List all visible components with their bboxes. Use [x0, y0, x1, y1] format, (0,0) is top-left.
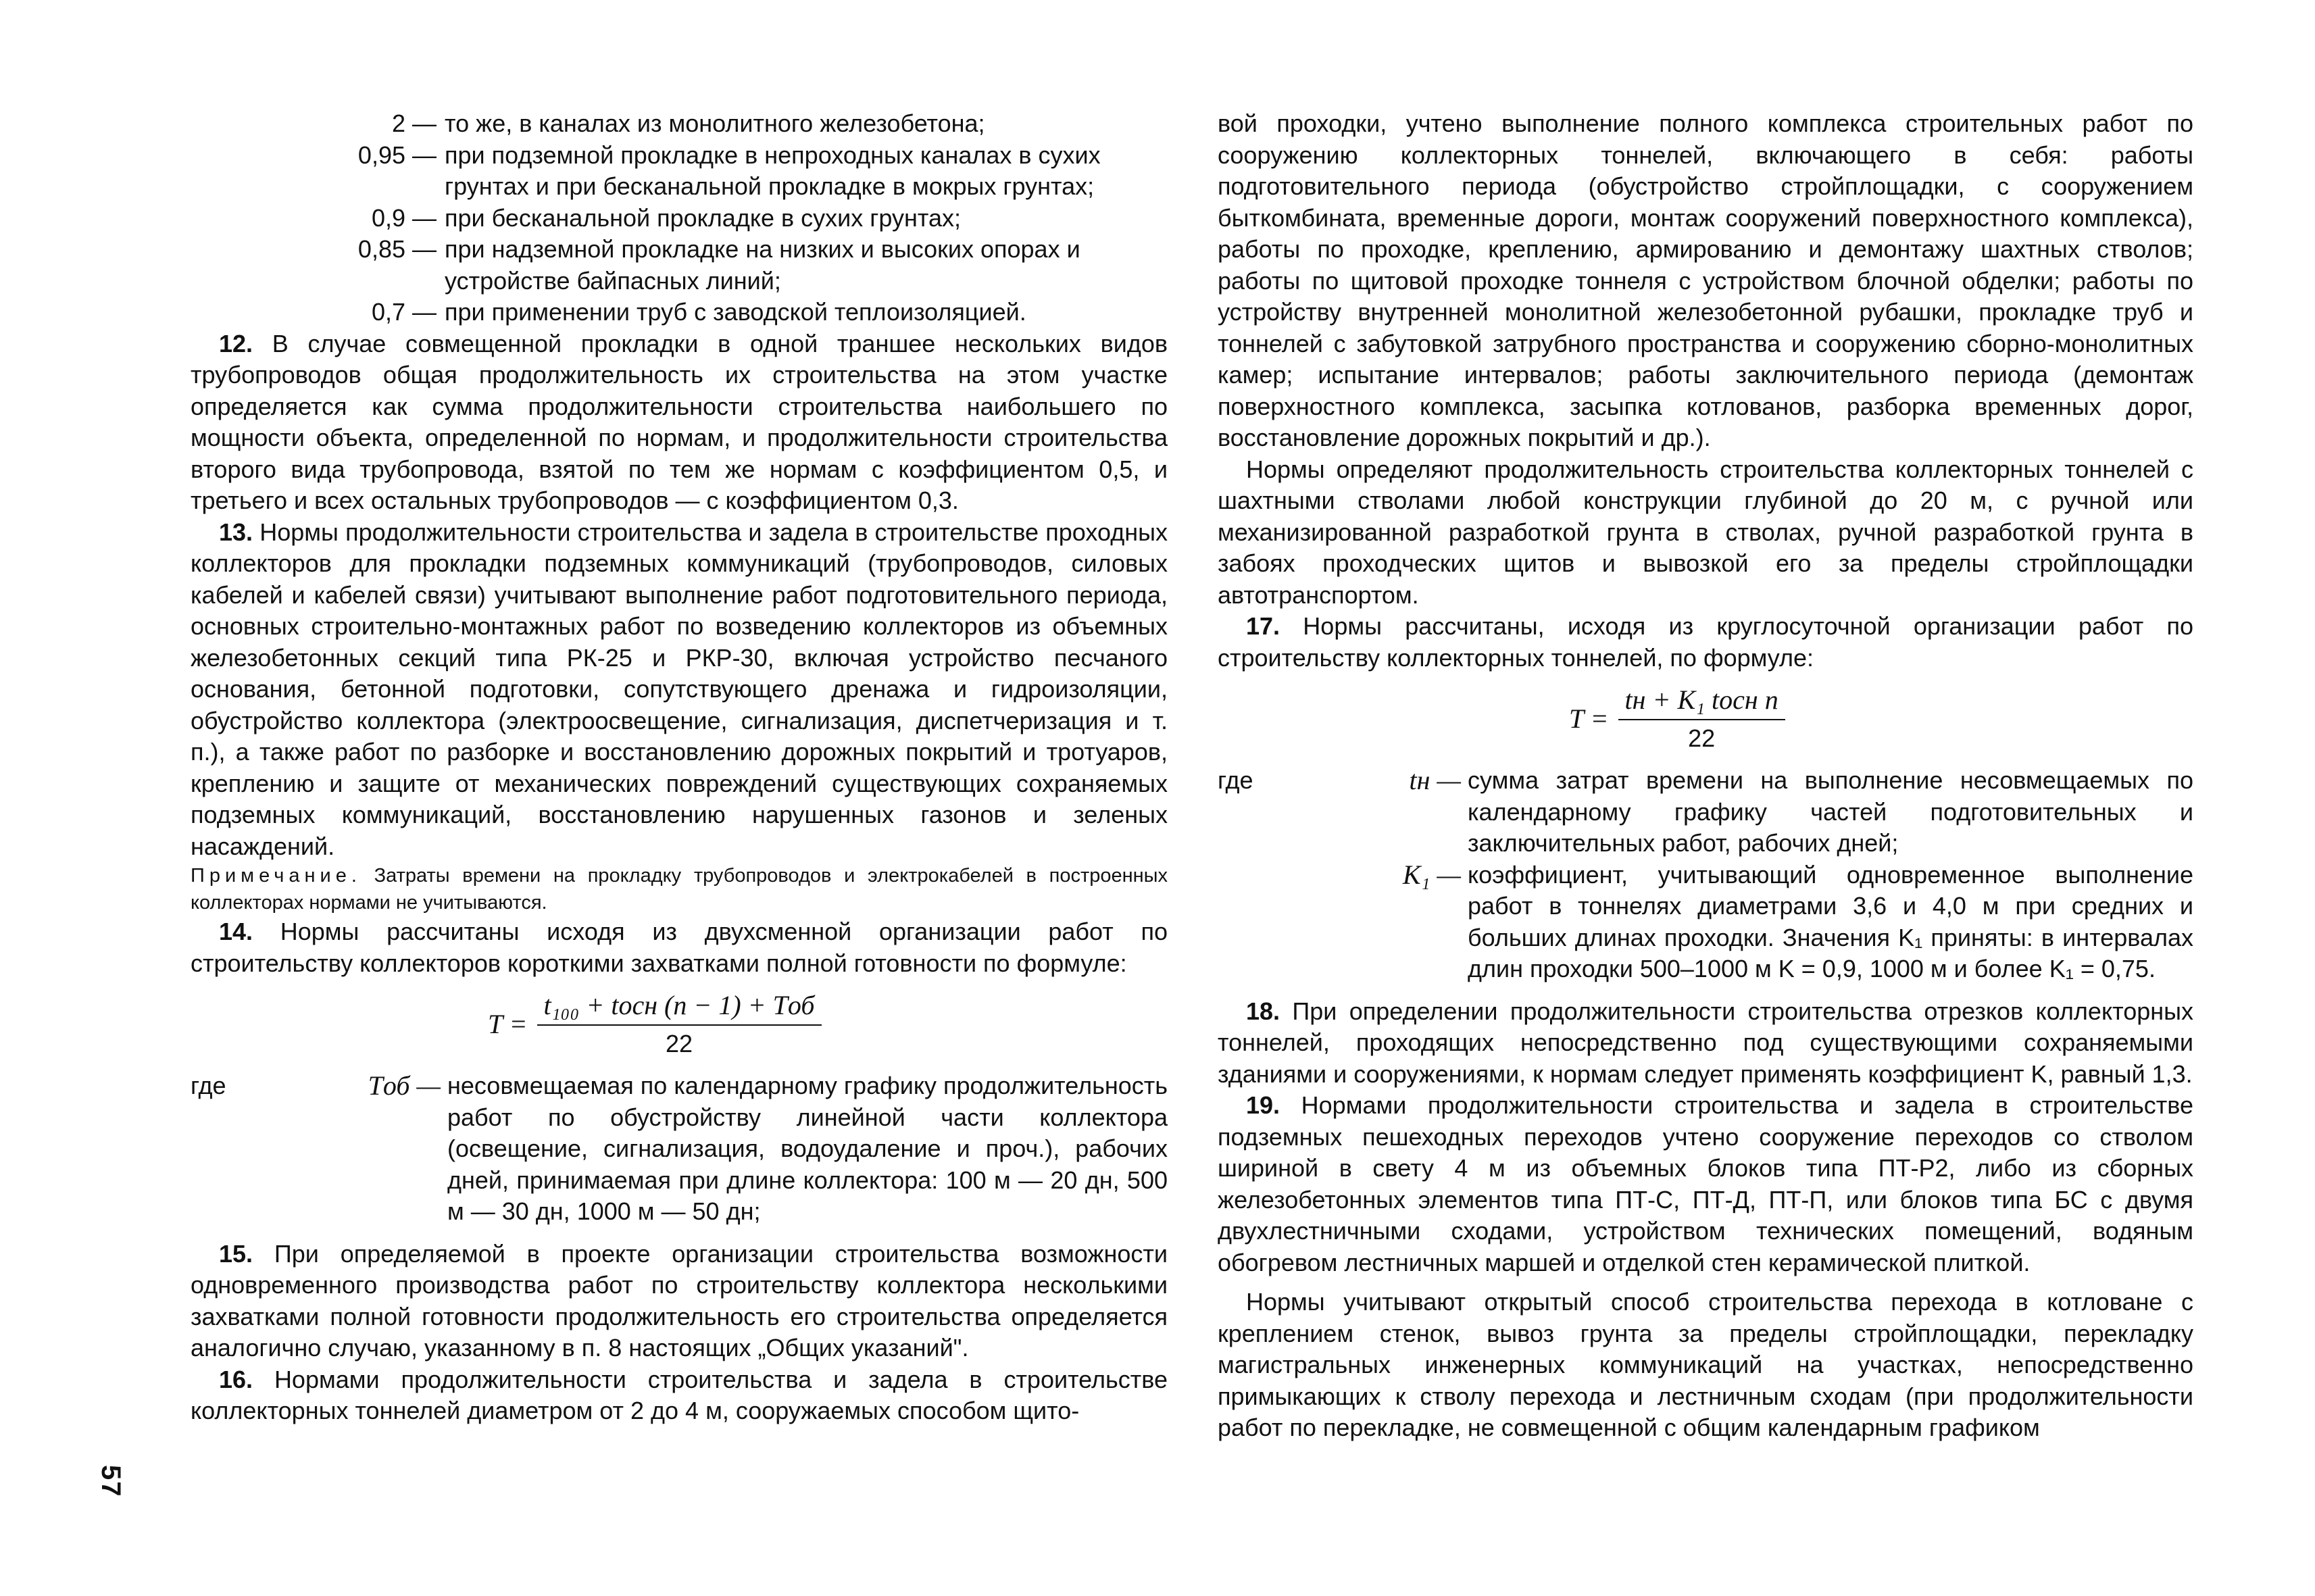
- right-column: [1218, 108, 2193, 1444]
- formula-2: T = $\frac{\text{tн + K₁ tосн n}}{22}$: [1218, 684, 2193, 754]
- coef-item: 2 — то же, в каналах из монолитного железобетона;: [391, 109, 985, 137]
- paragraph-19-2: Нормы учитывают открытый способ строительства перехода в котловане с креплением стенок, вывоз грунта за пределы стройплощадки, перекладку магистральных инженерных коммуникаций на участках, непосредственно примыкающих к стволу перехода и лестничным сходам (при продолжительности работ по перекладке, не совмещенной с общим календарным графиком: [1218, 1288, 2193, 1441]
- coef-item: 0,7 — при применении труб с заводской теплоизоляцией.: [371, 298, 1026, 326]
- definition-tob: Tоб — несовмещаемая по календарному графику продолжительность работ по обустройству линейной части коллектора (освещение, сигнализация, водоудаление и проч.), рабочих дней, принимаемая при длине коллектора: 100 м — 20 дн, 500 м — 30 дн, 1000 м — 50 дн;: [368, 1070, 1168, 1225]
- paragraph-12: 12. В случае совмещенной прокладки в одной траншее нескольких видов трубопроводов общая продолжительность их строительства на этом участке определяется как сумма продолжительности строительства наибольшего по мощности объекта, определенной по нормам, и продолжительности строительства второго вида трубопровода, взятой по тем же нормам с коэффициентом 0,5, и третьего и всех остальных трубопроводов — с коэффициентом 0,3.: [191, 329, 1168, 514]
- definition-k1: K₁ — коэффициент, учитывающий одновременное выполнение работ в тоннелях диаметрами 3,6 и 4,0 м при средних и больших длинах проходки. Значения K₁ приняты: в интервалах длин проходки 500–1000 м K = 0,9, 1000 м и более K₁ = 0,75.: [1402, 859, 2193, 982]
- paragraph-18: 18. При определении продолжительности строительства отрезков коллекторных тоннелей, проходящих непосредственно под существующими сохраняемыми зданиями и сооружениями, к нормам следует применять коэффициент K, равный 1,3.: [1218, 997, 2193, 1088]
- where-block-1: где Tоб — несовмещаемая по календарному графику продолжительность работ по обустройству линейной части коллектора (освещение, сигнализация, водоудаление и проч.), рабочих дней, принимаемая при длине коллектора: 100 м — 20 дн, 500 м — 30 дн, 1000 м — 50 дн;: [191, 1070, 1168, 1228]
- page-number: 57: [96, 1465, 126, 1498]
- paragraph-19: 19. Нормами продолжительности строительства и задела в строительстве подземных пешеходных переходов учтено сооружение переходов со стволом шириной в свету 4 м из объемных блоков типа ПТ-Р2, либо из сборных железобетонных элементов типа ПТ-С, ПТ-Д, ПТ-П, или блоков типа БС с двумя двухлестничными сходами, устройством технических помещений, водяным обогревом лестничных маршей и отделкой стен керамической плиткой.: [1218, 1091, 2193, 1276]
- left-column: [191, 108, 1168, 1427]
- coef-item: 0,85 — при надземной прокладке на низких и высоких опорах и устройстве байпасных линий;: [357, 235, 1080, 295]
- formula-1-fraction: $\frac{\text{t₁₀₀ + tосн (n − 1) + Tоб}}{22}$: [537, 990, 822, 1059]
- where-block-2: где tн — сумма затрат времени на выполнение несовмещаемых по календарному графику частей подготовительных и заключительных работ, рабочих дней; K₁ — коэффициент, учитывающий одновременное выполнение работ в тоннелях диаметрами 3,6 и 4,0 м при средних и больших длинах проходки. Значения K₁ приняты: в интервалах длин проходки 500–1000 м K = 0,9, 1000 м и более K₁ = 0,75.: [1218, 765, 2193, 985]
- formula-2-fraction: $\frac{\text{tн + K₁ tосн n}}{22}$: [1618, 684, 1785, 754]
- coefficient-list: [191, 108, 1168, 328]
- paragraph-14: 14. Нормы рассчитаны исходя из двухсменной организации работ по строительству коллекторов короткими захватками полной готовности по формуле:: [191, 918, 1168, 977]
- coef-item: 0,9 — при бесканальной прокладке в сухих грунтах;: [371, 203, 961, 232]
- coef-item: 0,95 — при подземной прокладке в непроходных каналах в сухих грунтах и при бесканальной прокладке в мокрых грунтах;: [357, 141, 1101, 200]
- formula-1: T = $\frac{\text{t₁₀₀ + tосн (n − 1) + Tоб}}{22}$: [191, 990, 1168, 1059]
- paragraph-16: 16. Нормами продолжительности строительства и задела в строительстве коллекторных тоннелей диаметром от 2 до 4 м, сооружаемых способом щито-: [191, 1365, 1168, 1424]
- paragraph-17: 17. Нормы рассчитаны, исходя из круглосуточной организации работ по строительству коллекторных тоннелей, по формуле:: [1218, 612, 2193, 672]
- definitions-2: [1373, 765, 2193, 985]
- definition-tn: tн — сумма затрат времени на выполнение несовмещаемых по календарному графику частей подготовительных и заключительных работ, рабочих дней;: [1409, 765, 2193, 857]
- paragraph-13: 13. Нормы продолжительности строительства и задела в строительстве проходных коллекторов для прокладки подземных коммуникаций (трубопроводов, силовых кабелей и кабелей связи) учитывают выполнение работ подготовительного периода, основных строительно-монтажных работ по возведению коллекторов из объемных железобетонных секций типа РК-25 и РКР-30, включая устройство песчаного основания, бетонной подготовки, сопутствующего дренажа и гидроизоляции, обустройство коллектора (электроосвещение, сигнализация, диспетчеризация и т. п.), а также работ по разборке и восстановлению дорожных покрытий и тротуаров, креплению и защите от механических повреждений существующих сохраняемых подземных коммуникаций, восстановлению нарушенных газонов и зеленых насаждений.: [191, 518, 1168, 860]
- paragraph-16-2: Нормы определяют продолжительность строительства коллекторных тоннелей с шахтными стволами любой конструкции глубиной до 20 м, с ручной или механизированной разработкой грунта в стволах, ручной разработкой грунта в забоях проходческих щитов и вывозкой его за пределы стройплощадки автотранспортом.: [1218, 455, 2193, 609]
- paragraph-16-continued: вой проходки, учтено выполнение полного комплекса строительных работ по сооружению коллекторных тоннелей, включающего в себя: работы подготовительного периода (обустройство стройплощадки, с сооружением быткомбината, временные дороги, монтаж сооружений поверхностного комплекса), работы по проходке, креплению, армированию и демонтажу шахтных стволов; работы по щитовой проходке тоннеля с устройством блочной обделки; работы по устройству внутренней монолитной железобетонной рубашки, прокладке труб и тоннелей с забутовкой затрубного пространства и сооружению сборно-монолитных камер; испытание интервалов; работы заключительного периода (демонтаж поверхностного комплекса, засыпка котлованов, разборка временных дорог, восстановление дорожных покрытий и др.).: [1218, 109, 2193, 451]
- paragraph-15: 15. При определяемой в проекте организации строительства возможности одновременного производства работ по строительству коллектора несколькими захватками полной готовности продолжительность его строительства определяется аналогично случаю, указанному в п. 8 настоящих „Общих указаний".: [191, 1239, 1168, 1362]
- note: Примечание. Затраты времени на прокладку трубопроводов и электрокабелей в построенных коллекторах нормами не учитываются.: [191, 865, 1168, 914]
